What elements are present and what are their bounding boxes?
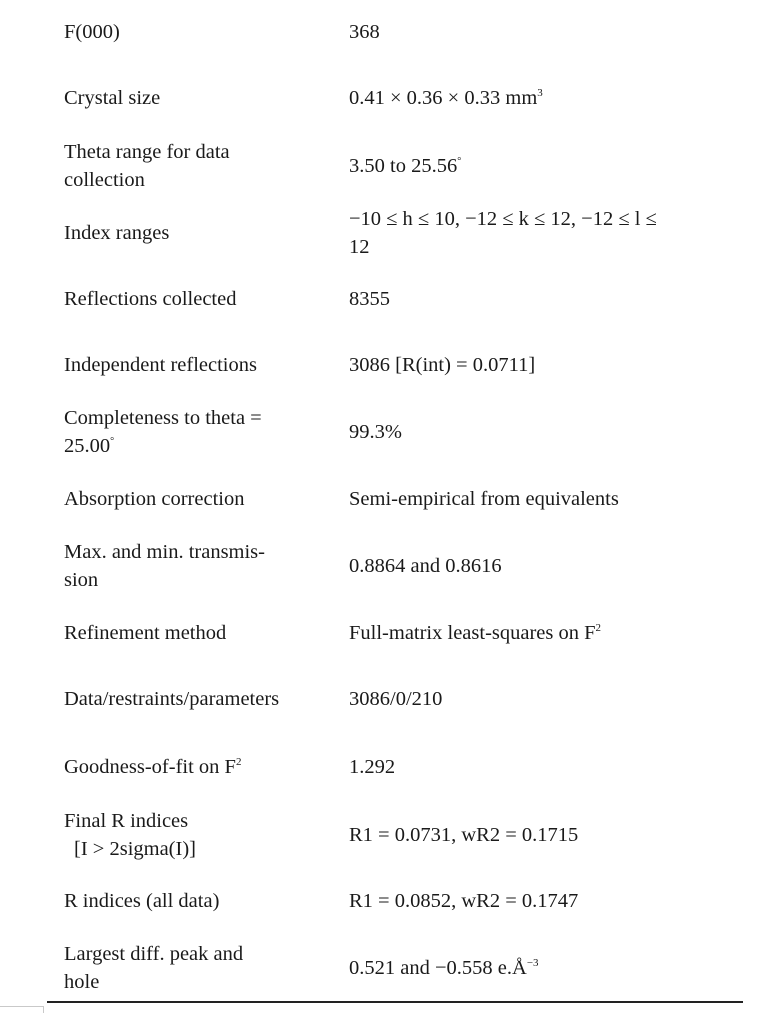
label-line: [I > 2sigma(I)] — [74, 838, 196, 860]
crystal-data-table — [47, 0, 743, 1002]
row-value: Semi-empirical from equivalents — [349, 488, 619, 510]
superscript: 3 — [537, 87, 543, 100]
superscript: 2 — [595, 622, 602, 635]
table-row — [47, 466, 743, 532]
row-label — [47, 940, 333, 996]
row-label: R indices (all data) — [64, 890, 220, 912]
row-label: Crystal size — [64, 87, 161, 109]
label-line: hole — [64, 971, 100, 993]
label-line: collection — [64, 169, 145, 191]
value-text: Full-matrix least-squares on F — [349, 622, 596, 644]
row-label: Refinement method — [64, 622, 227, 644]
row-label: Index ranges — [64, 222, 170, 244]
degree-sign: ° — [457, 156, 462, 167]
table-row — [47, 0, 743, 64]
table-row — [47, 600, 743, 666]
table-row — [47, 732, 743, 802]
row-value: 1.292 — [349, 756, 396, 778]
row-value: 3086 [R(int) = 0.0711] — [349, 354, 536, 376]
row-value — [333, 84, 743, 112]
row-label: Independent reflections — [64, 354, 257, 376]
row-value — [333, 205, 743, 261]
row-label — [47, 807, 333, 863]
table-row — [47, 532, 743, 600]
value-text: 3.50 to 25.56 — [349, 155, 458, 177]
row-label: F(000) — [64, 21, 120, 43]
row-value: R1 = 0.0731, wR2 = 0.1715 — [349, 824, 579, 846]
row-label — [47, 538, 333, 594]
row-value: 99.3% — [349, 421, 402, 443]
superscript: −3 — [526, 957, 539, 970]
row-value — [333, 619, 743, 647]
label-line — [64, 432, 333, 460]
row-value: R1 = 0.0852, wR2 = 0.1747 — [349, 890, 579, 912]
page-corner-mark — [0, 1006, 44, 1013]
table-row — [47, 332, 743, 398]
label-line: Largest diff. peak and — [64, 943, 244, 965]
value-text: 0.521 and −0.558 e.Å — [349, 957, 527, 979]
table-row — [47, 934, 743, 1002]
value-text: 0.41 × 0.36 × 0.33 mm — [349, 87, 538, 109]
row-label — [47, 404, 333, 460]
label-line: sion — [64, 569, 99, 591]
table-row — [47, 666, 743, 732]
degree-sign: ° — [110, 436, 115, 447]
row-value — [333, 152, 743, 180]
row-label — [47, 753, 333, 781]
row-label: Reflections collected — [64, 288, 237, 310]
row-value: 368 — [349, 21, 380, 43]
table-row — [47, 398, 743, 466]
row-value: 3086/0/210 — [349, 688, 443, 710]
table-row — [47, 802, 743, 868]
row-value: 0.8864 and 0.8616 — [349, 555, 502, 577]
superscript: 2 — [235, 756, 242, 769]
label-text: 25.00 — [64, 435, 111, 457]
label-line: Completeness to theta = — [64, 407, 262, 429]
row-value — [333, 954, 743, 982]
row-label: Absorption correction — [64, 488, 245, 510]
table-row — [47, 64, 743, 132]
label-text: Goodness-of-fit on F — [64, 756, 236, 778]
value-line: 12 — [349, 236, 370, 258]
row-label: Data/restraints/parameters — [64, 688, 280, 710]
table-row — [47, 200, 743, 266]
label-line: Max. and min. transmis- — [64, 541, 265, 563]
table-row — [47, 868, 743, 934]
table-row — [47, 132, 743, 200]
label-line: Theta range for data — [64, 141, 230, 163]
label-line: Final R indices — [64, 810, 189, 832]
table-bottom-rule — [47, 1001, 743, 1003]
value-line: −10 ≤ h ≤ 10, −12 ≤ k ≤ 12, −12 ≤ l ≤ — [349, 208, 657, 230]
row-value: 8355 — [349, 288, 390, 310]
table-row — [47, 266, 743, 332]
row-label — [47, 138, 333, 194]
